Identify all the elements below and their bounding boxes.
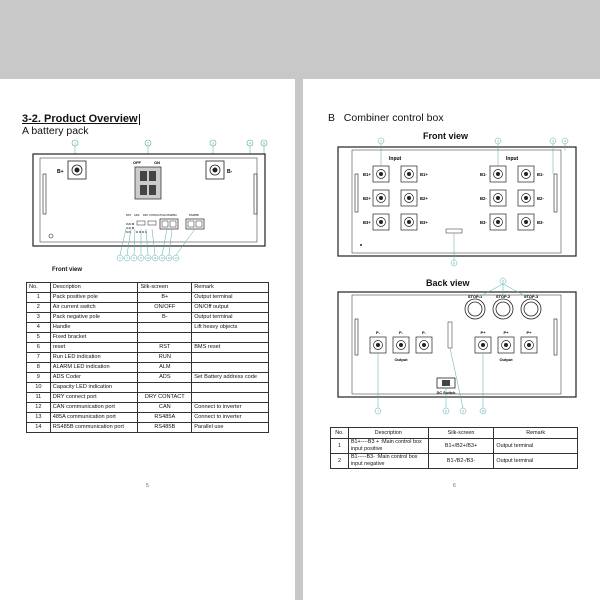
table-row [27,303,269,313]
table-cell [192,383,269,393]
battery-pack-chassis [33,154,265,246]
callout-3: 3 [212,141,214,146]
table-cell: Capacity LED indication [50,383,138,393]
stop-2-label: STOP-2 [495,294,511,299]
table-cell: B- [138,313,192,323]
combiner-box-table [330,427,578,469]
table-cell: 10 [27,383,51,393]
table-row [27,423,269,433]
callout-7: 7 [126,256,128,260]
callout-8: 8 [133,256,135,260]
table-row [27,373,269,383]
terminal-b3-minus-right: B3- [537,220,544,225]
table-cell: Output terminal [192,313,269,323]
table-cell: 6 [27,343,51,353]
table-cell: Lift heavy objects [192,323,269,333]
back-callout-8: 8 [445,409,447,414]
callout-4: 4 [249,141,251,146]
front-callout-5: 5 [453,261,455,266]
page-number: 5 [146,483,149,489]
back-view-title: Back view [426,278,470,288]
terminal-b2-minus-right: B2- [537,196,544,201]
back-callout-10: 10 [481,409,485,414]
terminal-b1-minus-right: B1- [537,172,544,177]
table-cell: 11 [27,393,51,403]
battery-pack-table [26,282,269,433]
subsection-name: Combiner control box [343,112,444,124]
table-cell: 2 [331,454,349,469]
table-cell: ADS [138,373,192,383]
table-cell [192,333,269,343]
p-minus-label-1: P- [376,330,380,335]
p-minus-label-2: P- [399,330,403,335]
p-minus-label-3: P- [422,330,426,335]
table-row [27,313,269,323]
p-plus-label-2: P+ [503,330,509,335]
table-row [331,454,578,469]
table-cell: 13 [27,413,51,423]
table-cell [138,383,192,393]
rst-label: RST [126,214,132,217]
table-row [27,403,269,413]
dry-contact-label: DRY CONTACT [143,214,162,217]
battery-pack-figure [0,79,295,279]
table-cell [138,333,192,343]
table-cell: RS485B [138,423,192,433]
table-cell: Connect to inverter [192,403,269,413]
figure-caption: Front view [52,267,83,273]
table-row [27,413,269,423]
table-cell: 7 [27,353,51,363]
table-cell: 1 [331,439,349,454]
table-row [27,353,269,363]
terminal-b1-plus-right: B1+ [420,172,428,177]
front-callout-1: 1 [380,139,382,144]
off-label: OFF [133,160,141,165]
table-cell: reset [50,343,138,353]
table-cell: Pack positive pole [50,293,138,303]
input-label-left: Input [389,156,402,162]
callout-12: 12 [160,256,164,260]
table-cell [192,393,269,403]
table-cell: Output terminal [192,293,269,303]
callout-6: 6 [119,256,121,260]
back-callout-6: 6 [502,279,504,284]
table-cell: ALARM LED indication [50,363,138,373]
table-cell: ALM [138,363,192,373]
table-header-cell: Description [50,283,138,293]
table-cell: CAN communication port [50,403,138,413]
input-label-right: Input [506,156,519,162]
terminal-b3-plus-left: B3+ [363,220,371,225]
table-cell: Run LED indication [50,353,138,363]
table-row [27,293,269,303]
table-cell: 9 [27,373,51,383]
callout-13: 13 [167,256,171,260]
terminal-b2-plus-right: B2+ [420,196,428,201]
callout-10: 10 [146,256,150,260]
table-cell: Pack negative pole [50,313,138,323]
table-cell: Set Battery address code [192,373,269,383]
table-row [27,333,269,343]
table-header-cell: Silk-screen [138,283,192,293]
table-cell [192,363,269,373]
table-cell: 5 [27,333,51,343]
front-callout-3: 3 [552,139,554,144]
stop-3-label: STOP-3 [523,294,539,299]
table-row [331,439,578,454]
table-cell [138,323,192,333]
table-row [27,343,269,353]
subsection-letter: B [328,112,336,124]
table-header-cell: Remark [192,283,269,293]
dc-switch-label: DC Switch [436,391,456,395]
page-number: 6 [453,483,456,489]
table-header-cell: Silk-screen [428,428,494,439]
table-row [27,383,269,393]
table-header-cell: No. [331,428,349,439]
on-label: ON [154,160,160,165]
p-plus-label-3: P+ [526,330,532,335]
table-cell: RS485B communication port [50,423,138,433]
table-row [27,363,269,373]
callout-2: 2 [147,141,149,146]
table-header-row [27,283,269,293]
b-plus-label: B+ [57,169,64,175]
table-header-cell: Remark [494,428,578,439]
front-callout-4: 4 [564,139,566,144]
table-cell: CAN [138,403,192,413]
table-cell: B+ [138,293,192,303]
front-view-title: Front view [423,131,469,141]
table-cell: DRY CONTACT [138,393,192,403]
subsection-title: A battery pack [22,125,89,137]
table-cell: Handle [50,323,138,333]
output-label-left: Output [394,357,408,362]
terminal-b1-minus-left: B1- [480,172,487,177]
callout-11: 11 [153,256,157,260]
output-label-right: Output [499,357,513,362]
callout-9: 9 [140,256,142,260]
section-title: 3-2. Product Overview [22,113,138,125]
back-callout-9: 9 [462,409,464,414]
b-minus-label: B- [227,169,233,175]
front-callout-2: 2 [497,139,499,144]
table-row [27,393,269,403]
alm-label: ALM [126,227,131,230]
table-header-cell: Description [348,428,428,439]
combiner-front-view [338,147,576,256]
table-header-row [331,428,578,439]
soc-label: SOC [126,231,132,234]
can-rs485a-label: CAN RS485A [161,214,177,217]
table-cell: DRY connect port [50,393,138,403]
table-row [27,323,269,333]
table-cell: ON/Off output [192,303,269,313]
table-cell: RST [138,343,192,353]
terminal-b1-plus-left: B1+ [363,172,371,177]
table-cell: 2 [27,303,51,313]
callout-1: 1 [74,141,76,146]
table-cell: ON/OFF [138,303,192,313]
table-cell: 485A communication port [50,413,138,423]
callout-5: 5 [263,141,265,146]
table-cell: RS485A [138,413,192,423]
table-header-cell: No. [27,283,51,293]
run-label: RUN [126,223,132,226]
table-cell: Air current switch [50,303,138,313]
table-cell: 4 [27,323,51,333]
table-cell: Output terminal [494,439,578,454]
table-cell: Parallel use [192,423,269,433]
callout-14: 14 [174,256,178,260]
ads-label: ADS [134,214,140,217]
rs485b-label: RS485B [189,214,199,217]
table-cell: B1+/B2+/B3+ [428,439,494,454]
table-cell: 1 [27,293,51,303]
table-cell: Output terminal [494,454,578,469]
table-cell: B1-/B2-/B3- [428,454,494,469]
terminal-b3-plus-right: B3+ [420,220,428,225]
terminal-b2-minus-left: B2- [480,196,487,201]
back-callout-7: 7 [377,409,379,414]
table-cell: RUN [138,353,192,363]
stop-1-label: STOP-1 [467,294,483,299]
table-cell [192,353,269,363]
table-cell: 3 [27,313,51,323]
table-cell: ADS Coder [50,373,138,383]
table-cell: BMS reset [192,343,269,353]
table-cell: Fixed bracket [50,333,138,343]
table-cell: 12 [27,403,51,413]
p-plus-label-1: P+ [480,330,486,335]
table-cell: B1+----B3 + :Main control box input positive [348,439,428,454]
table-cell: B1-----B3- :Main control box input negative [348,454,428,469]
table-cell: Connect to inverter [192,413,269,423]
terminal-b3-minus-left: B3- [480,220,487,225]
right-page [303,79,600,600]
table-cell: 14 [27,423,51,433]
table-cell: 8 [27,363,51,373]
left-page [0,79,295,600]
terminal-b2-plus-left: B2+ [363,196,371,201]
